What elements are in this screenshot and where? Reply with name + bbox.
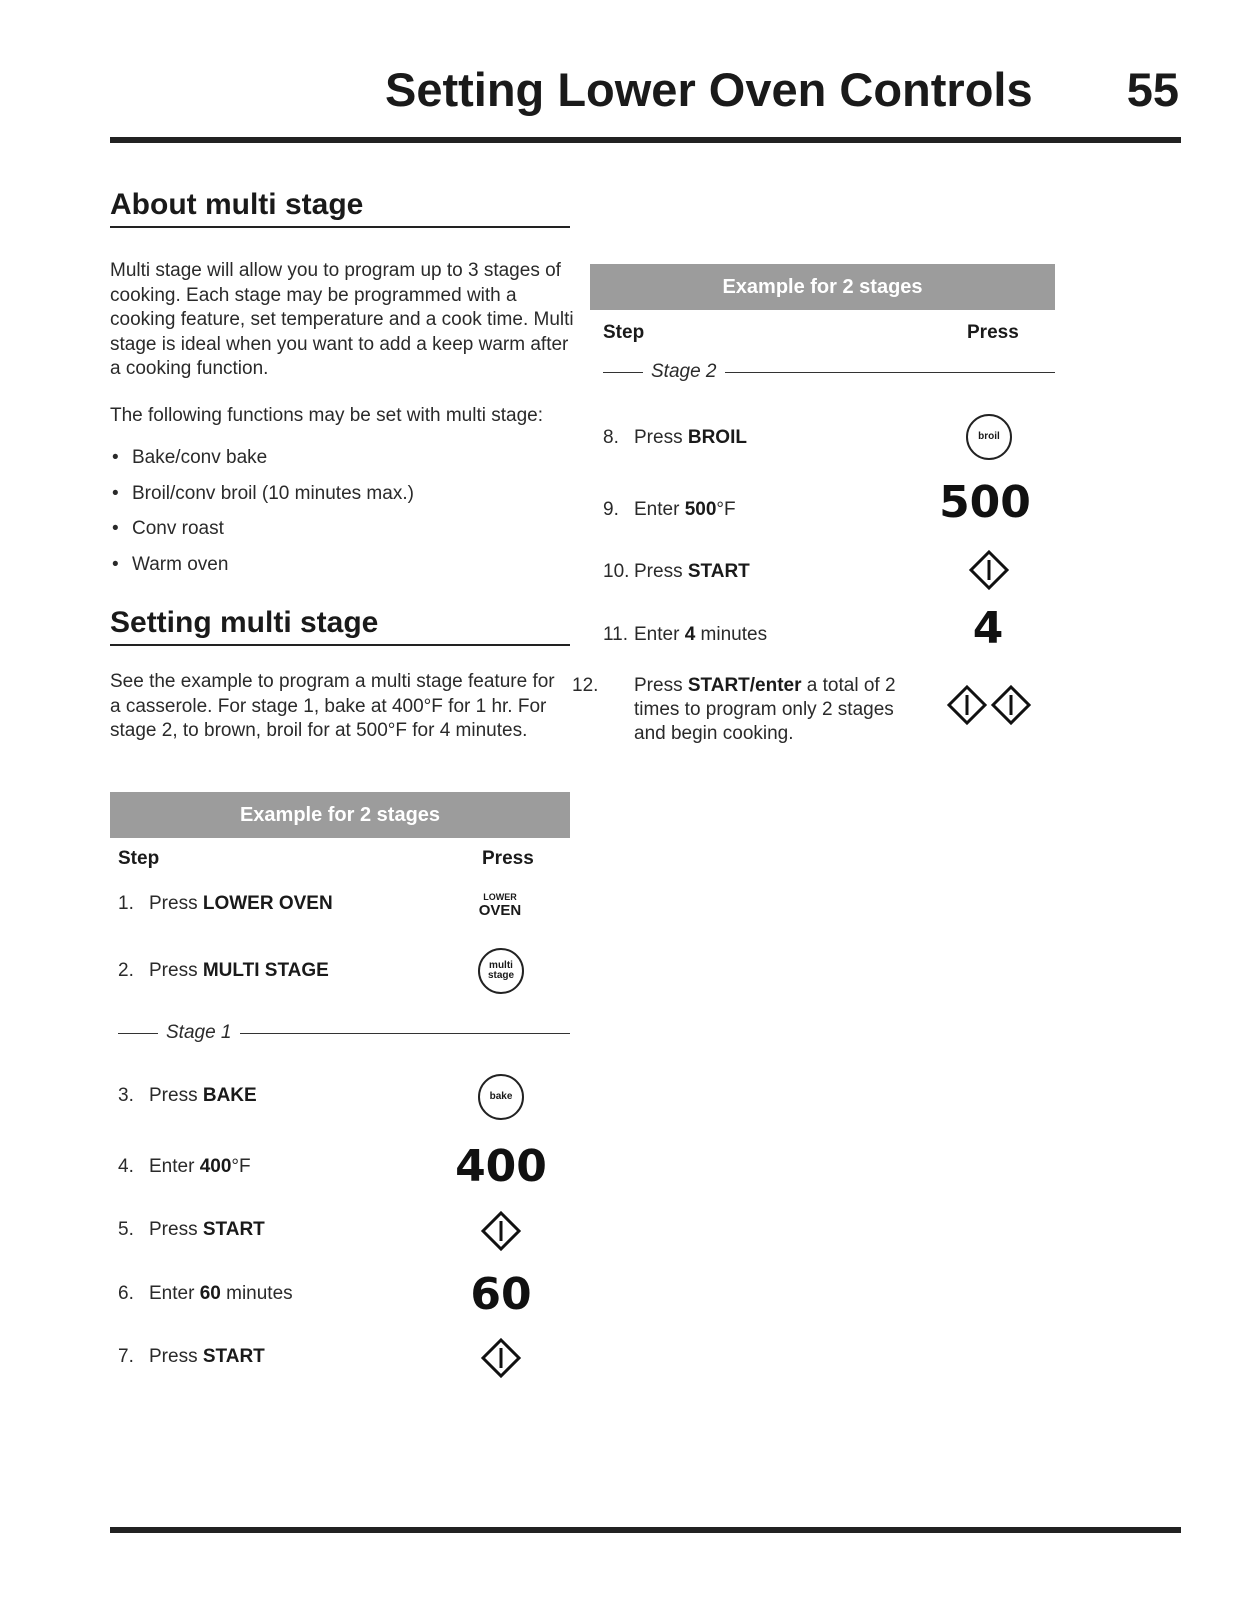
list-item: • Warm oven bbox=[110, 554, 570, 590]
display-value-60: 60 bbox=[470, 1268, 532, 1320]
multi-stage-button[interactable]: multi stage bbox=[478, 948, 524, 994]
display-value-400: 400 bbox=[455, 1140, 547, 1192]
step-7: 7. Press START bbox=[118, 1346, 265, 1367]
list-item: • Bake/conv bake bbox=[110, 447, 570, 483]
column-step: Step bbox=[118, 848, 160, 869]
functions-intro: The following functions may be set with multi stage: bbox=[110, 405, 543, 426]
lower-oven-button[interactable]: LOWER OVEN bbox=[478, 892, 522, 919]
step-2: 2. Press MULTI STAGE bbox=[118, 960, 329, 981]
setting-paragraph: See the example to program a multi stage feature for a casserole. For stage 1, bake at 400°F for 1 hr. For stage 2, to brown, broil for at 500°F for 4 minutes. bbox=[110, 671, 555, 741]
stage-1-separator: Stage 1 bbox=[118, 1022, 570, 1044]
example-panel-stage-2 bbox=[572, 264, 1055, 764]
start-icon-double[interactable] bbox=[942, 682, 1036, 728]
step-3: 3. Press BAKE bbox=[118, 1085, 257, 1106]
page-title: Setting Lower Oven Controls bbox=[385, 63, 1033, 116]
setting-heading: Setting multi stage bbox=[110, 606, 570, 646]
column-press: Press bbox=[967, 322, 1019, 343]
functions-list bbox=[110, 447, 570, 589]
column-step: Step bbox=[603, 322, 645, 343]
step-5: 5. Press START bbox=[118, 1219, 265, 1240]
about-paragraph: Multi stage will allow you to program up to 3 stages of cooking. Each stage may be programmed with a cooking feature, set temperature and a cook time. Multi stage is ideal when you want to add a keep warm after a cooking function. bbox=[110, 260, 574, 379]
step-10: 10. Press START bbox=[603, 561, 750, 582]
example-banner: Example for 2 stages bbox=[590, 264, 1055, 310]
step-1: 1. Press LOWER OVEN bbox=[118, 893, 333, 914]
column-press: Press bbox=[482, 848, 534, 869]
example-banner: Example for 2 stages bbox=[110, 792, 570, 838]
example-panel-stage-1 bbox=[110, 792, 570, 1412]
list-item: • Conv roast bbox=[110, 518, 570, 554]
step-12: 12. Press START/enter a total of 2 times to program only 2 stages and begin cooking. bbox=[572, 675, 896, 744]
display-value-4: 4 bbox=[972, 602, 1004, 654]
stage-2-separator: Stage 2 bbox=[603, 361, 1055, 383]
display-value-500: 500 bbox=[939, 476, 1031, 528]
broil-button[interactable]: broil bbox=[966, 414, 1012, 460]
step-9: 9. Enter 500°F bbox=[603, 499, 736, 520]
start-icon[interactable] bbox=[478, 1208, 524, 1254]
list-item: • Broil/conv broil (10 minutes max.) bbox=[110, 483, 570, 519]
page-number: 55 bbox=[1126, 63, 1179, 116]
step-4: 4. Enter 400°F bbox=[118, 1156, 251, 1177]
step-8: 8. Press BROIL bbox=[603, 427, 747, 448]
bottom-rule bbox=[110, 1527, 1181, 1533]
bake-button[interactable]: bake bbox=[478, 1074, 524, 1120]
step-11: 11. Enter 4 minutes bbox=[603, 624, 768, 645]
start-icon[interactable] bbox=[478, 1335, 524, 1381]
top-rule bbox=[110, 137, 1181, 143]
about-heading: About multi stage bbox=[110, 188, 570, 228]
step-6: 6. Enter 60 minutes bbox=[118, 1283, 293, 1304]
start-icon[interactable] bbox=[966, 547, 1012, 593]
